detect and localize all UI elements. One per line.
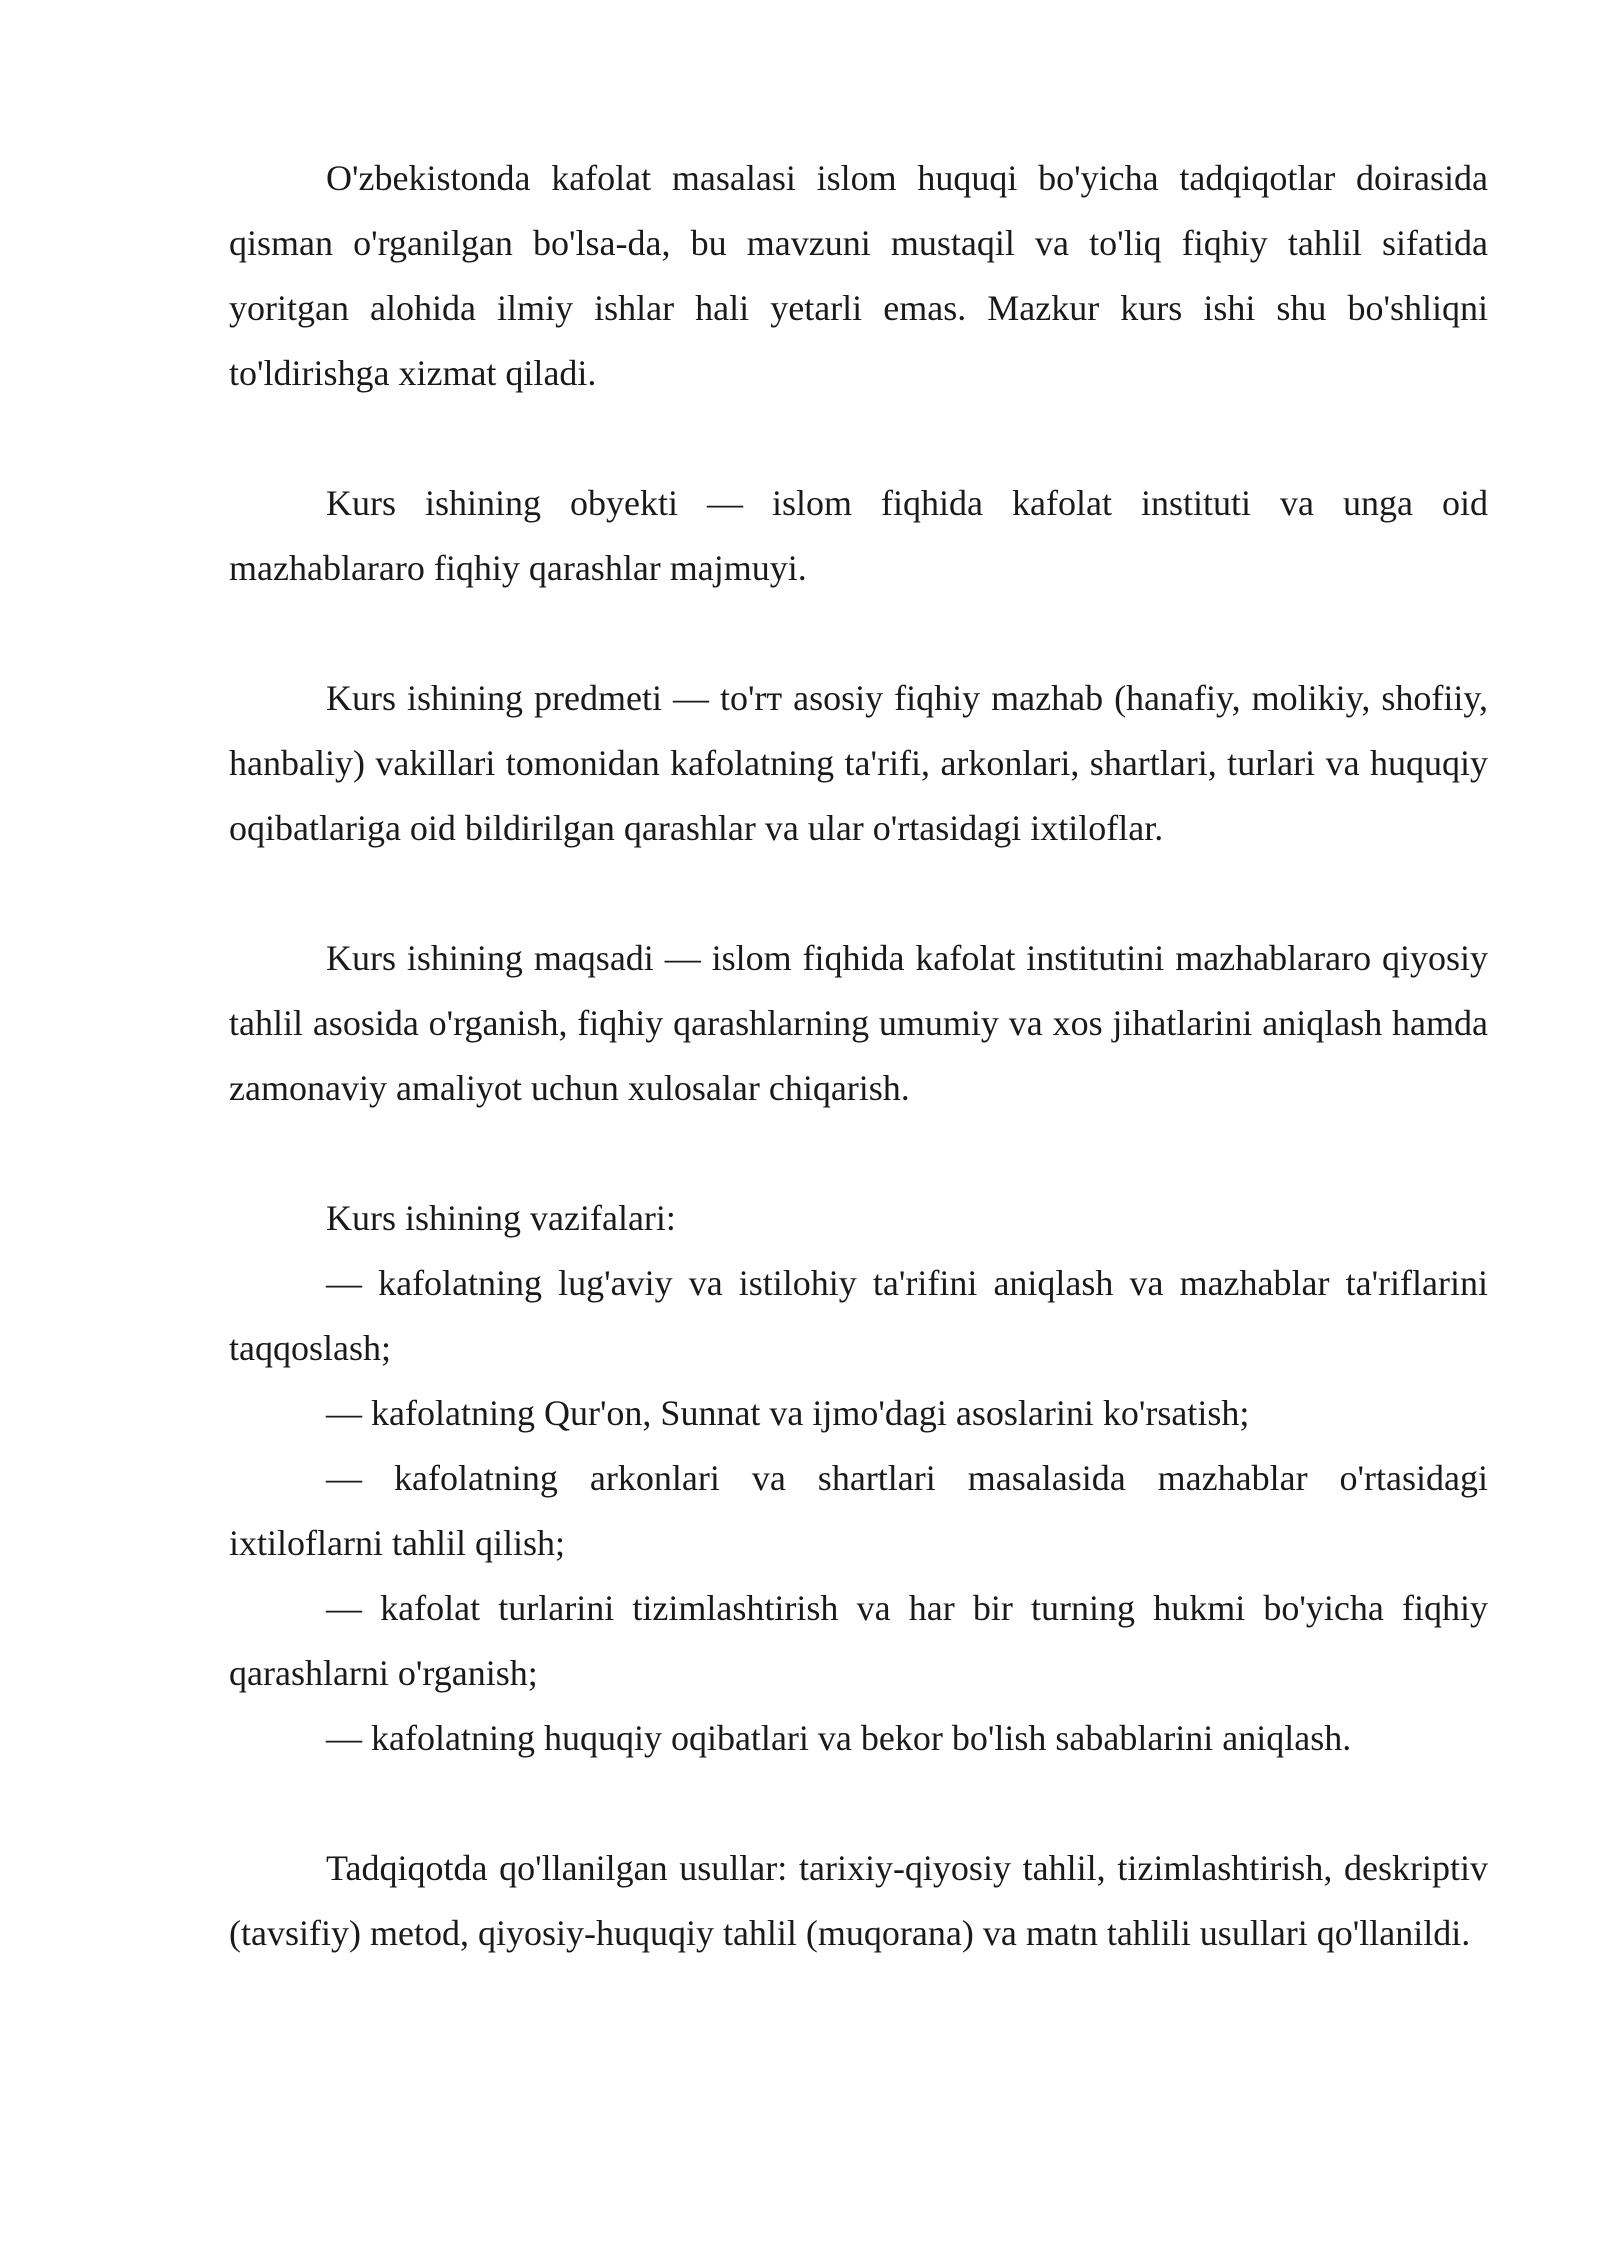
methods-paragraph: Tadqiqotda qo'llanilgan usullar: tarixiy-qiyosiy tahlil, tizimlashtirish, deskriptiv (tavsifiy) metod, qiyosiy-huquqiy tahlil (muqorana) va matn tahlili usullari qo'llanildi.: [229, 1848, 1488, 1953]
goal-paragraph: Kurs ishining maqsadi — islom fiqhida kafolat institutini mazhablararo qiyosiy tahlil asosida o'rganish, fiqhiy qarashlarning umumiy va xos jihatlarini aniqlash hamda zamonaviy amaliyot uchun xulosalar chiqarish.: [229, 938, 1488, 1108]
task-item: — kafolatning huquqiy oqibatlari va bekor bo'lish sabablarini aniqlash.: [326, 1718, 1352, 1758]
task-item: — kafolatning arkonlari va shartlari masalasida mazhablar o'rtasidagi ixtiloflarni tahlil qilish;: [229, 1458, 1488, 1563]
tasks-heading: Kurs ishining vazifalari:: [326, 1198, 676, 1238]
subject-paragraph: Kurs ishining predmeti — to'rт asosiy fiqhiy mazhab (hanafiy, molikiy, shofiiy, hanbaliy) vakillari tomonidan kafolatning ta'rifi, arkonlari, shartlari, turlari va huquqiy oqibatlariga oid bildirilgan qarashlar va ular o'rtasidagi ixtiloflar.: [229, 678, 1488, 848]
task-item: — kafolatning lug'aviy va istilohiy ta'rifini aniqlash va mazhablar ta'riflarini taqqoslash;: [229, 1263, 1488, 1368]
intro-paragraph: O'zbekistonda kafolat masalasi islom huquqi bo'yicha tadqiqotlar doirasida qisman o'rganilgan bo'lsa-da, bu mavzuni mustaqil va to'liq fiqhiy tahlil sifatida yoritgan alohida ilmiy ishlar hali yetarli emas. Mazkur kurs ishi shu bo'shliqni to'ldirishga xizmat qiladi.: [229, 158, 1488, 393]
task-item: — kafolatning Qur'on, Sunnat va ijmo'dagi asoslarini ko'rsatish;: [326, 1393, 1250, 1433]
document-page: [229, 146, 1488, 2031]
tasks-list: [229, 1251, 1488, 1771]
object-paragraph: Kurs ishining obyekti — islom fiqhida kafolat instituti va unga oid mazhablararo fiqhiy qarashlar majmuyi.: [229, 483, 1488, 588]
task-item: — kafolat turlarini tizimlashtirish va har bir turning hukmi bo'yicha fiqhiy qarashlarni o'rganish;: [229, 1588, 1488, 1693]
